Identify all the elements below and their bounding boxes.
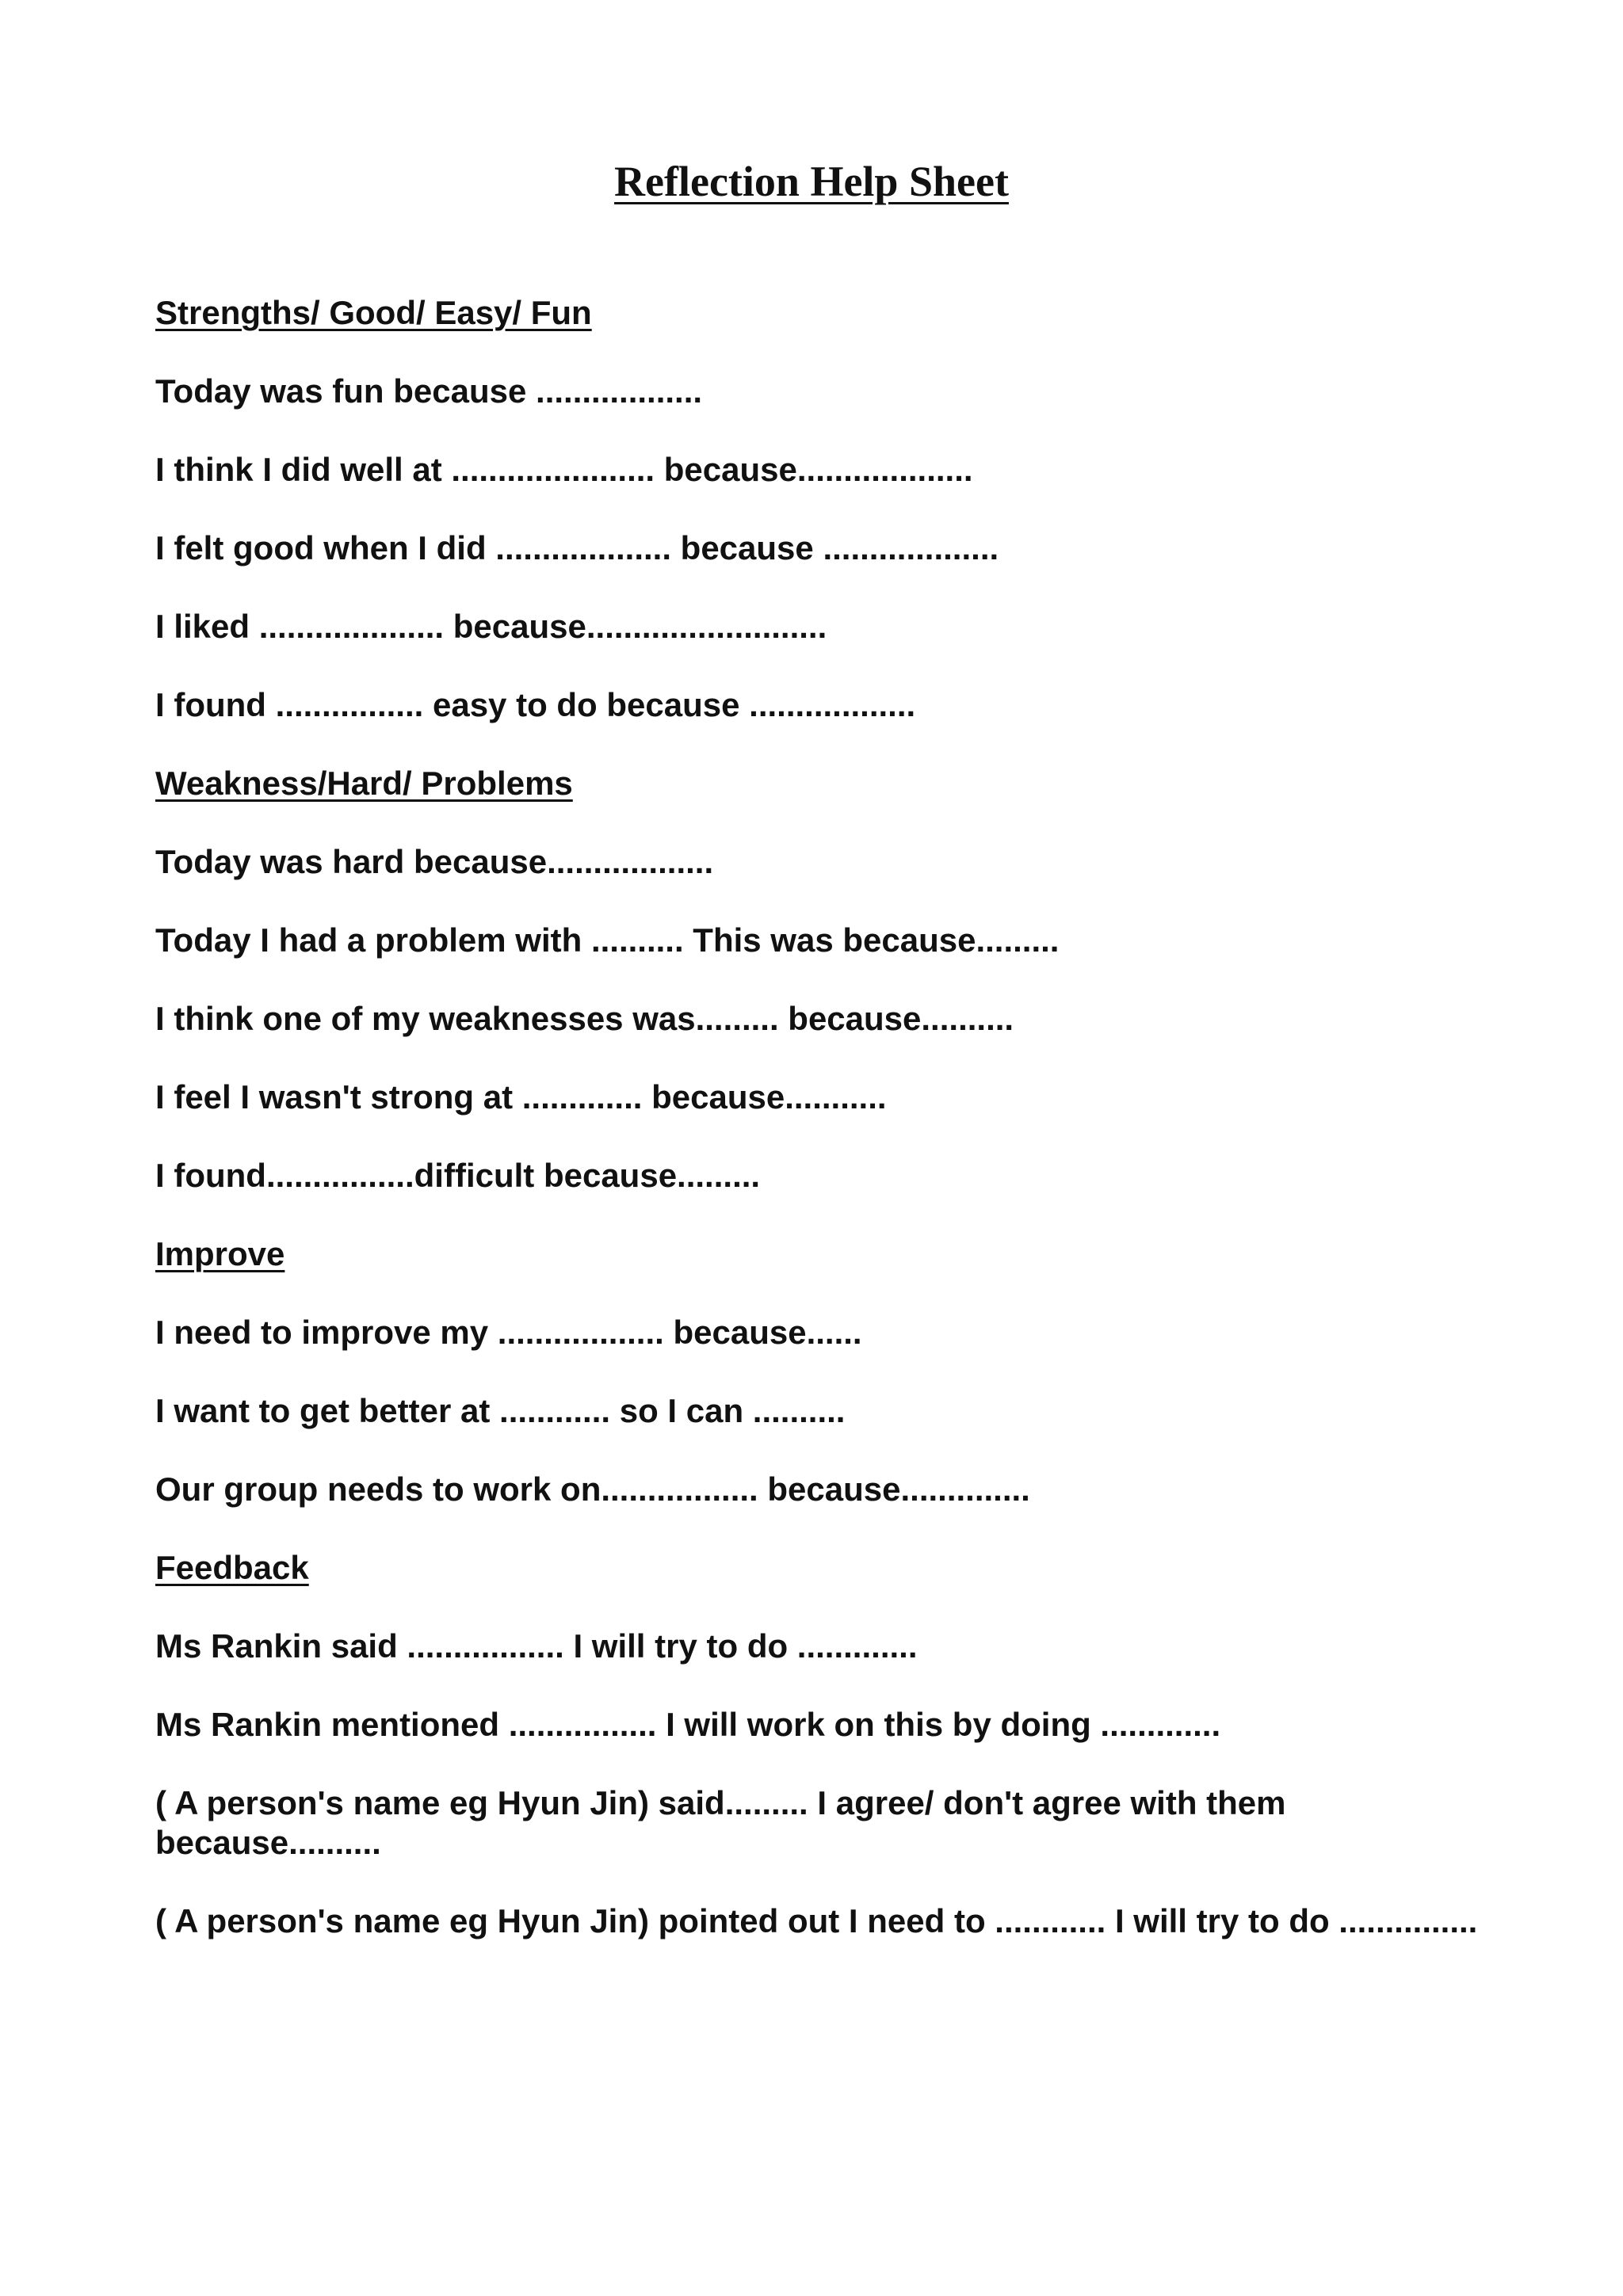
prompt-line: Today I had a problem with .......... This was because......... [155, 921, 1060, 959]
prompt-line: Ms Rankin said ................. I will try to do ............. [155, 1627, 918, 1665]
prompt-line: I think one of my weaknesses was......... because.......... [155, 1000, 1014, 1037]
section-improve [155, 1234, 1503, 1509]
prompt-line: ( A person's name eg Hyun Jin) pointed out I need to ............ I will try to do ............... [155, 1902, 1478, 1939]
prompt-line: Today was fun because .................. [155, 372, 703, 410]
section-heading-feedback: Feedback [155, 1549, 309, 1586]
section-heading-improve: Improve [155, 1235, 285, 1272]
prompt-line: Today was hard because.................. [155, 843, 714, 880]
prompt-line: I feel I wasn't strong at ............. because........... [155, 1078, 887, 1116]
prompt-line: I think I did well at ...................... because................... [155, 451, 973, 488]
page-title: Reflection Help Sheet [614, 158, 1009, 205]
prompt-line: Our group needs to work on................. because.............. [155, 1470, 1030, 1508]
prompt-line: I liked .................... because.......................... [155, 608, 827, 645]
prompt-line: I felt good when I did ................... because ................... [155, 529, 999, 566]
prompt-line: Ms Rankin mentioned ................ I will work on this by doing ............. [155, 1706, 1221, 1743]
prompt-line: ( A person's name eg Hyun Jin) said......... I agree/ don't agree with them because.......... [155, 1784, 1286, 1861]
prompt-line: I found................difficult because......... [155, 1157, 761, 1194]
prompt-line: I want to get better at ............ so I can .......... [155, 1392, 846, 1429]
section-heading-strengths: Strengths/ Good/ Easy/ Fun [155, 294, 592, 331]
section-heading-weakness: Weakness/Hard/ Problems [155, 765, 573, 802]
section-weakness [155, 764, 1503, 1196]
section-feedback [155, 1548, 1503, 1941]
prompt-line: I found ................ easy to do because .................. [155, 686, 916, 723]
section-strengths [155, 293, 1503, 725]
prompt-line: I need to improve my .................. because...... [155, 1314, 862, 1351]
reflection-content [155, 293, 1503, 1980]
